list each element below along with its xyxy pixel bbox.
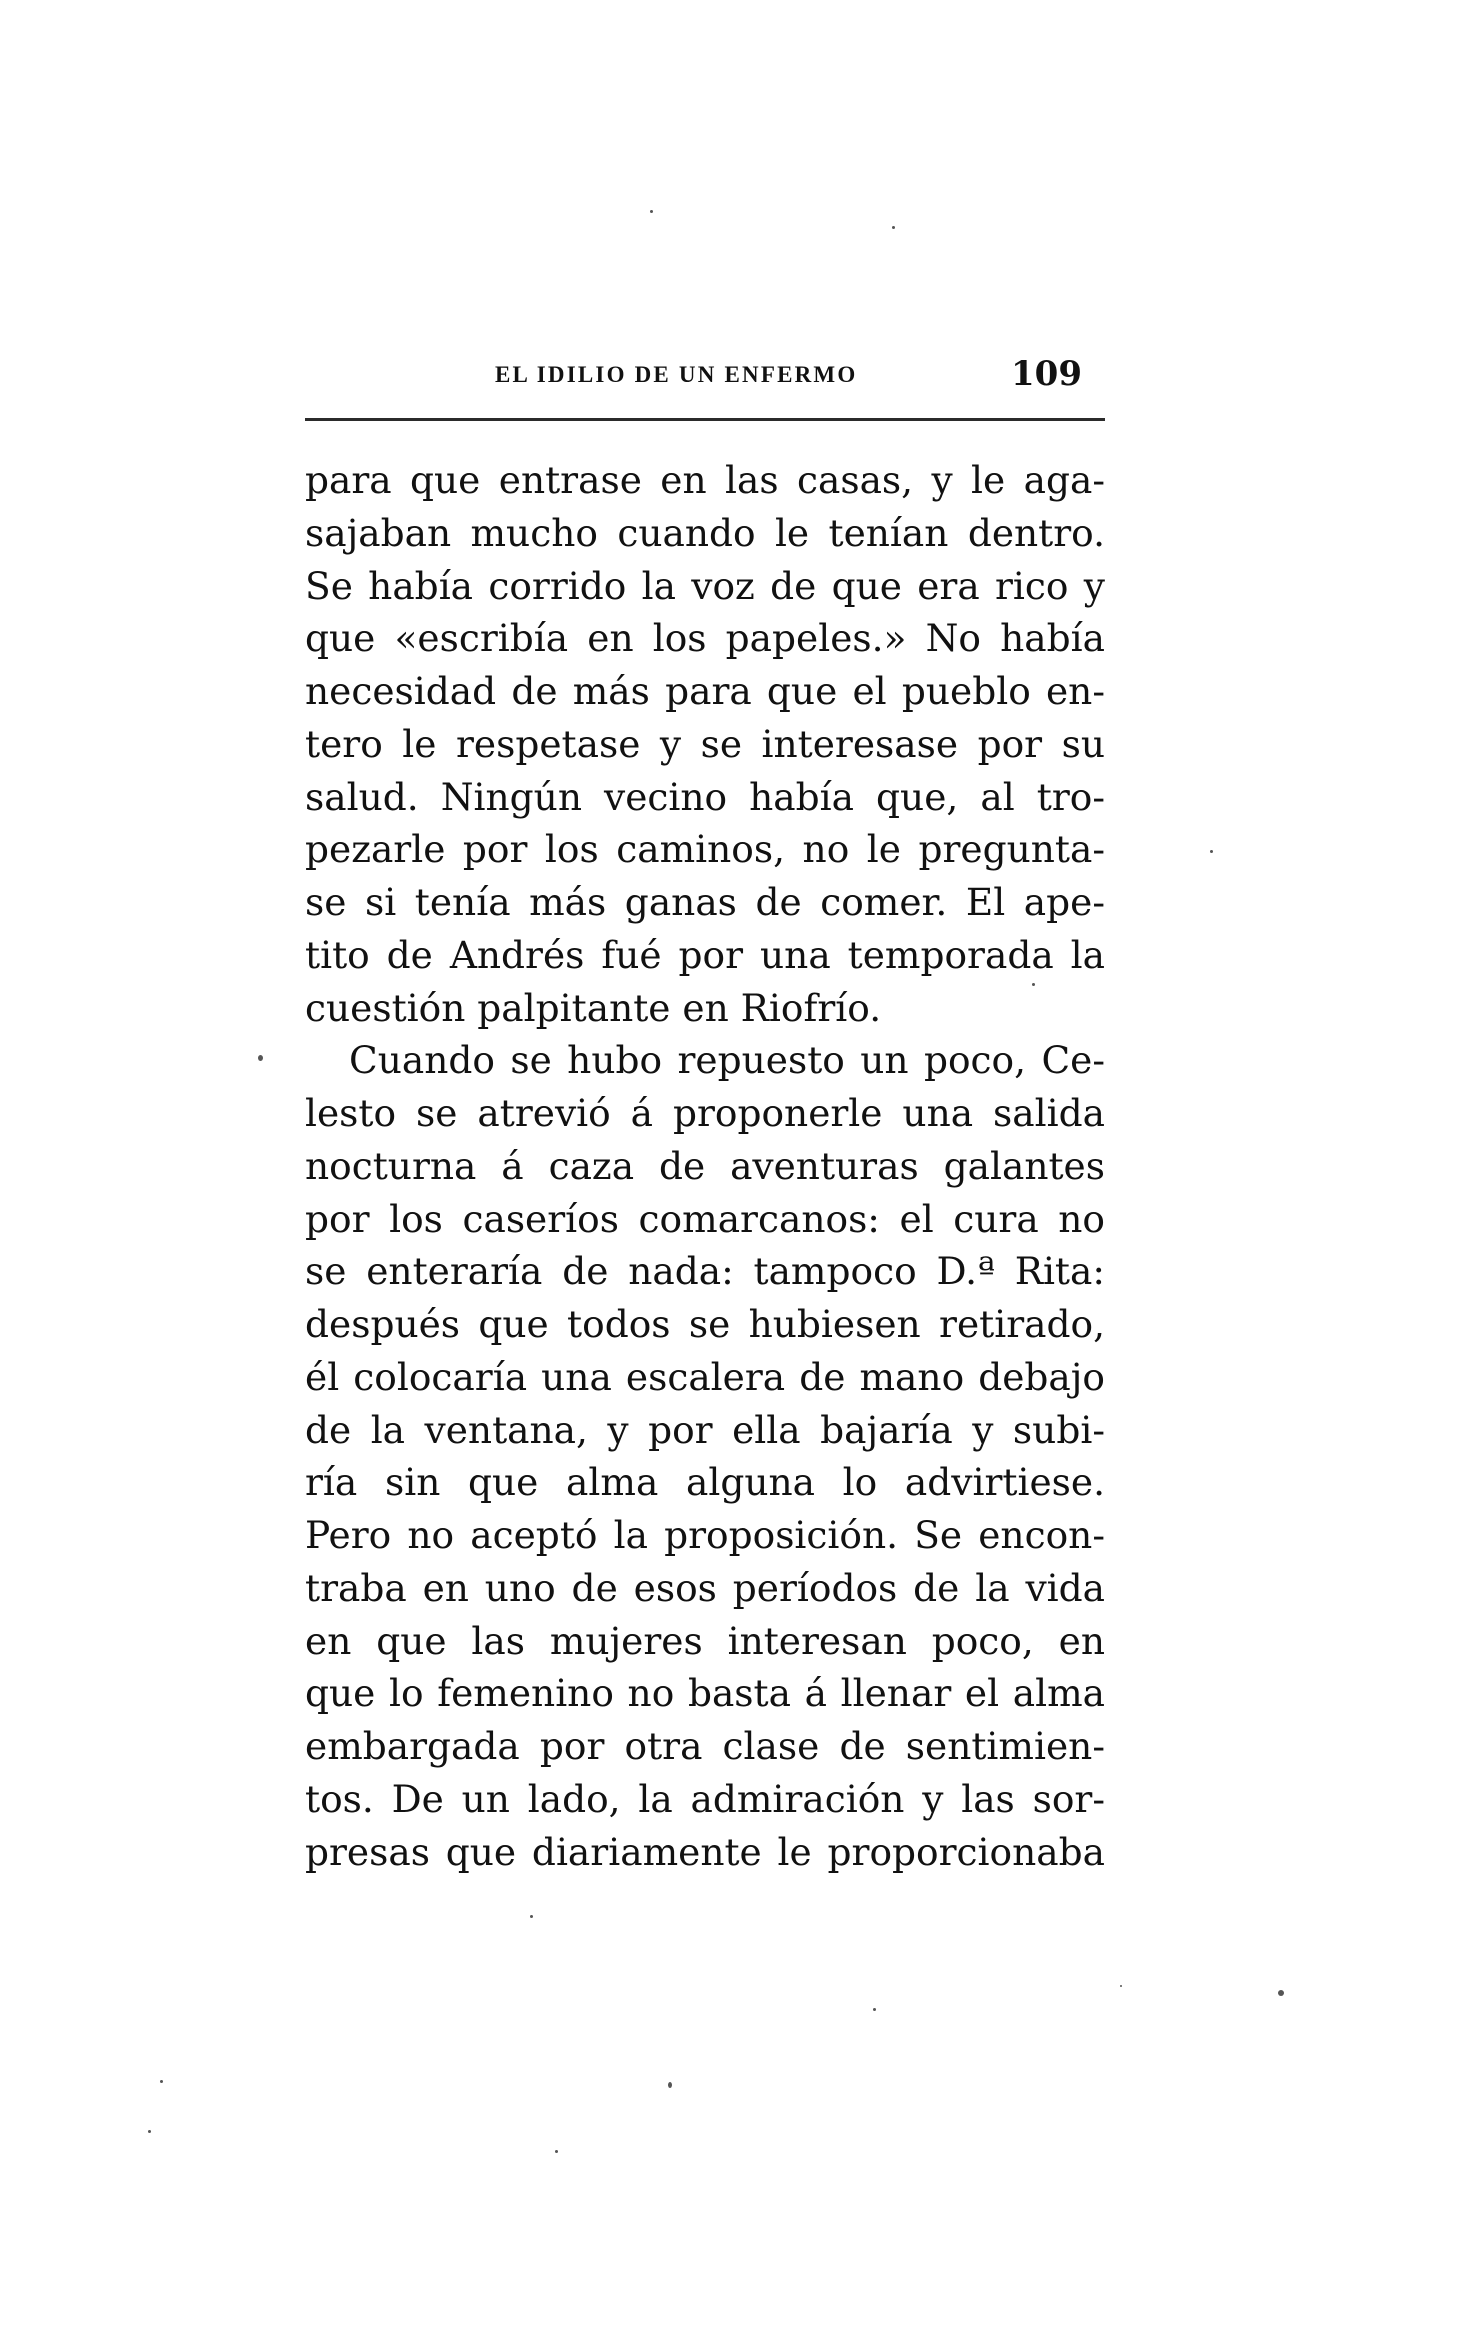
scan-speck xyxy=(148,2130,151,2133)
running-title: EL IDILIO DE UN ENFERMO xyxy=(495,362,858,387)
text-line: ría sin que alma alguna lo advirtiese. xyxy=(305,1460,1105,1504)
page-number: 109 xyxy=(1011,354,1082,394)
text-line: que «escribía en los papeles.» No había xyxy=(305,616,1105,660)
text-line: en que las mujeres interesan poco, en xyxy=(305,1619,1105,1663)
text-line: Cuando se hubo repuesto un poco, Ce- xyxy=(349,1038,1105,1082)
text-line: tero le respetase y se interesase por su xyxy=(305,722,1105,766)
scan-speck xyxy=(1032,983,1035,986)
text-line: nocturna á caza de aventuras galantes xyxy=(305,1144,1105,1188)
scan-speck xyxy=(668,2082,672,2088)
text-line: por los caseríos comarcanos: el cura no xyxy=(305,1197,1105,1241)
text-line: él colocaría una escalera de mano debajo xyxy=(305,1355,1105,1399)
text-line: Pero no aceptó la proposición. Se encon- xyxy=(305,1513,1105,1557)
text-line: embargada por otra clase de sentimien- xyxy=(305,1724,1105,1768)
header-rule xyxy=(305,418,1105,421)
text-line: traba en uno de esos períodos de la vida xyxy=(305,1566,1105,1610)
text-line: salud. Ningún vecino había que, al tro- xyxy=(305,775,1105,819)
text-line: tos. De un lado, la admiración y las sor- xyxy=(305,1777,1105,1821)
scan-speck xyxy=(650,210,653,213)
scan-speck xyxy=(1278,1990,1284,1996)
text-line: cuestión palpitante en Riofrío. xyxy=(305,986,882,1030)
scan-speck xyxy=(873,2008,876,2011)
text-line: tito de Andrés fué por una temporada la xyxy=(305,933,1105,977)
scan-speck xyxy=(1210,850,1213,853)
scan-speck xyxy=(555,2150,558,2153)
text-line: de la ventana, y por ella bajaría y subi- xyxy=(305,1408,1105,1452)
scan-speck xyxy=(892,226,895,229)
text-line: se enteraría de nada: tampoco D.ª Rita: xyxy=(305,1249,1105,1293)
text-line: que lo femenino no basta á llenar el alma xyxy=(305,1671,1105,1715)
text-line: se si tenía más ganas de comer. El ape- xyxy=(305,880,1105,924)
body-text xyxy=(305,452,1105,1874)
text-line: presas que diariamente le proporcionaba xyxy=(305,1830,1105,1874)
text-line: sajaban mucho cuando le tenían dentro. xyxy=(305,511,1105,555)
text-line: después que todos se hubiesen retirado, xyxy=(305,1302,1105,1346)
text-line: necesidad de más para que el pueblo en- xyxy=(305,669,1105,713)
scan-speck xyxy=(530,1915,533,1918)
running-header xyxy=(305,352,1105,402)
text-line: para que entrase en las casas, y le aga- xyxy=(305,458,1105,502)
scan-speck xyxy=(160,2080,163,2083)
text-line: lesto se atrevió á proponerle una salida xyxy=(305,1091,1105,1135)
scan-speck xyxy=(258,1055,263,1061)
text-line: Se había corrido la voz de que era rico y xyxy=(305,564,1105,608)
scan-speck xyxy=(1120,1985,1122,1987)
text-line: pezarle por los caminos, no le pregunta- xyxy=(305,827,1105,871)
